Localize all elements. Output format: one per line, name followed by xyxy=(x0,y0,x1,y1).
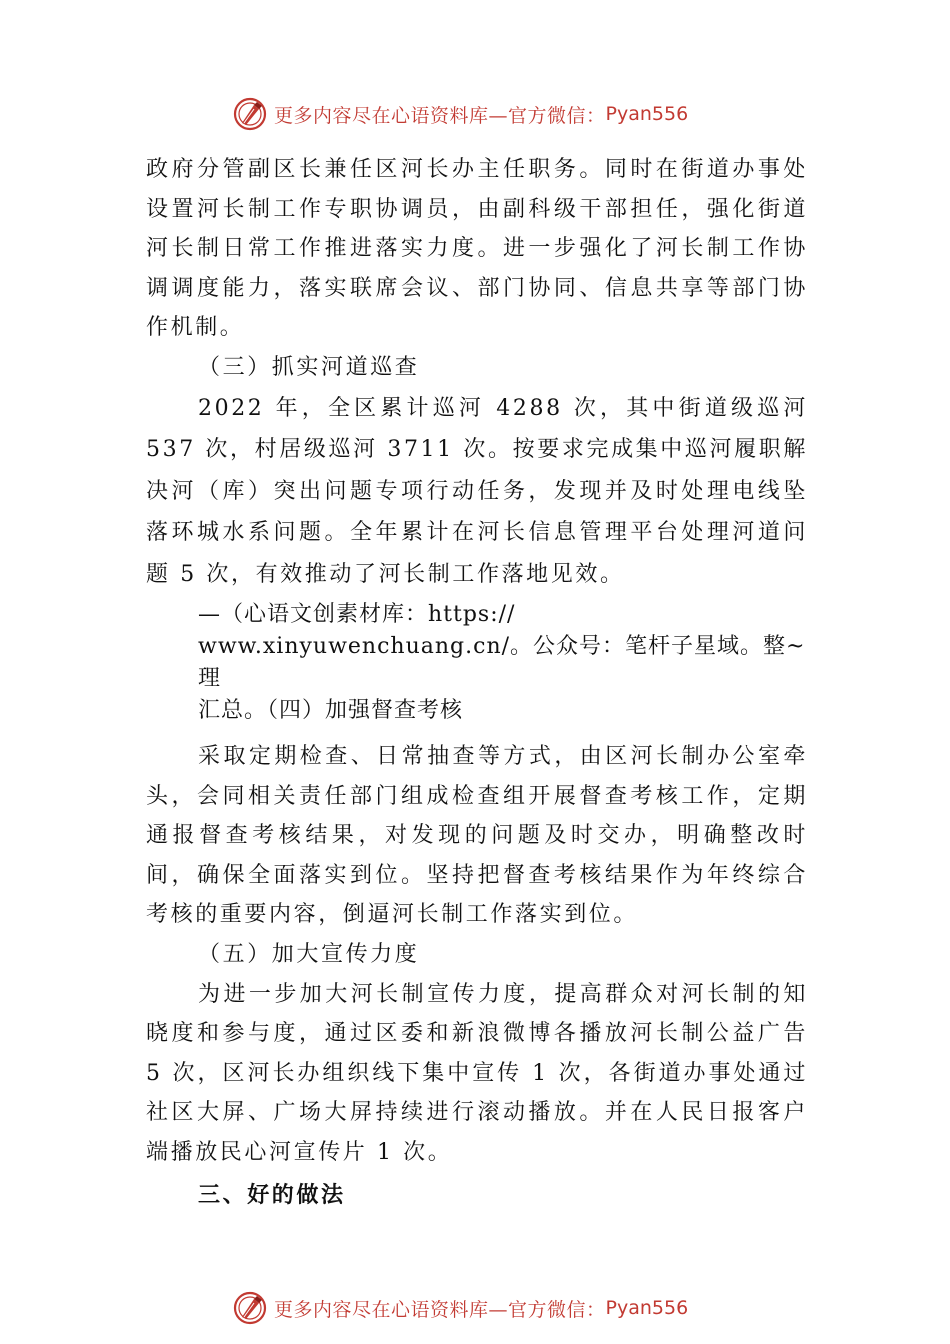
header-banner xyxy=(232,96,688,132)
source-note xyxy=(198,599,808,727)
pen-nib-logo-icon xyxy=(232,96,268,132)
subheading-three: （三）抓实河道巡查 xyxy=(198,354,420,380)
document-body xyxy=(146,150,808,1216)
section-heading-three: 三、好的做法 xyxy=(198,1183,346,1208)
source-line-3: 汇总。（四）加强督查考核 xyxy=(198,698,464,723)
subheading-five: （五）加大宣传力度 xyxy=(198,941,420,967)
pen-nib-logo-icon xyxy=(232,1290,268,1326)
paragraph-2: 2022 年，全区累计巡河 4288 次，其中街道级巡河 537 次，村居级巡河 3711 次。按要求完成集中巡河履职解决河（库）突出问题专项行动任务，发现并及时处理电线坠落环城水系问题。全年累计在河长信息管理平台处理河道问题 5 次，有效推动了河长制工作落地见效。 xyxy=(146,395,808,587)
wechat-id: Pyan556 xyxy=(605,103,689,125)
source-line-1: —（心语文创素材库：https:// xyxy=(198,602,516,627)
wechat-id: Pyan556 xyxy=(605,1297,689,1319)
banner-text: 更多内容尽在心语资料库—官方微信： xyxy=(274,104,606,127)
source-line-2: www.xinyuwenchuang.cn/。公众号：笔杆子星域。整~理 xyxy=(198,634,806,691)
paragraph-1: 政府分管副区长兼任区河长办主任职务。同时在街道办事处设置河长制工作专职协调员，由副科级干部担任，强化街道河长制日常工作推进落实力度。进一步强化了河长制工作协调调度能力，落实联席会议、部门协同、信息共享等部门协作机制。 xyxy=(146,157,808,340)
footer-banner xyxy=(232,1290,688,1326)
paragraph-3: 采取定期检查、日常抽查等方式，由区河长制办公室牵头，会同相关责任部门组成检查组开展督查考核工作，定期通报督查考核结果，对发现的问题及时交办，明确整改时间，确保全面落实到位。坚持把督查考核结果作为年终综合考核的重要内容，倒逼河长制工作落实到位。 xyxy=(146,744,808,927)
banner-text: 更多内容尽在心语资料库—官方微信： xyxy=(274,1298,606,1321)
paragraph-4: 为进一步加大河长制宣传力度，提高群众对河长制的知晓度和参与度，通过区委和新浪微博各播放河长制公益广告 5 次，区河长办组织线下集中宣传 1 次，各街道办事处通过社区大屏、广场大屏持续进行滚动播放。并在人民日报客户端播放民心河宣传片 1 次。 xyxy=(146,981,808,1165)
